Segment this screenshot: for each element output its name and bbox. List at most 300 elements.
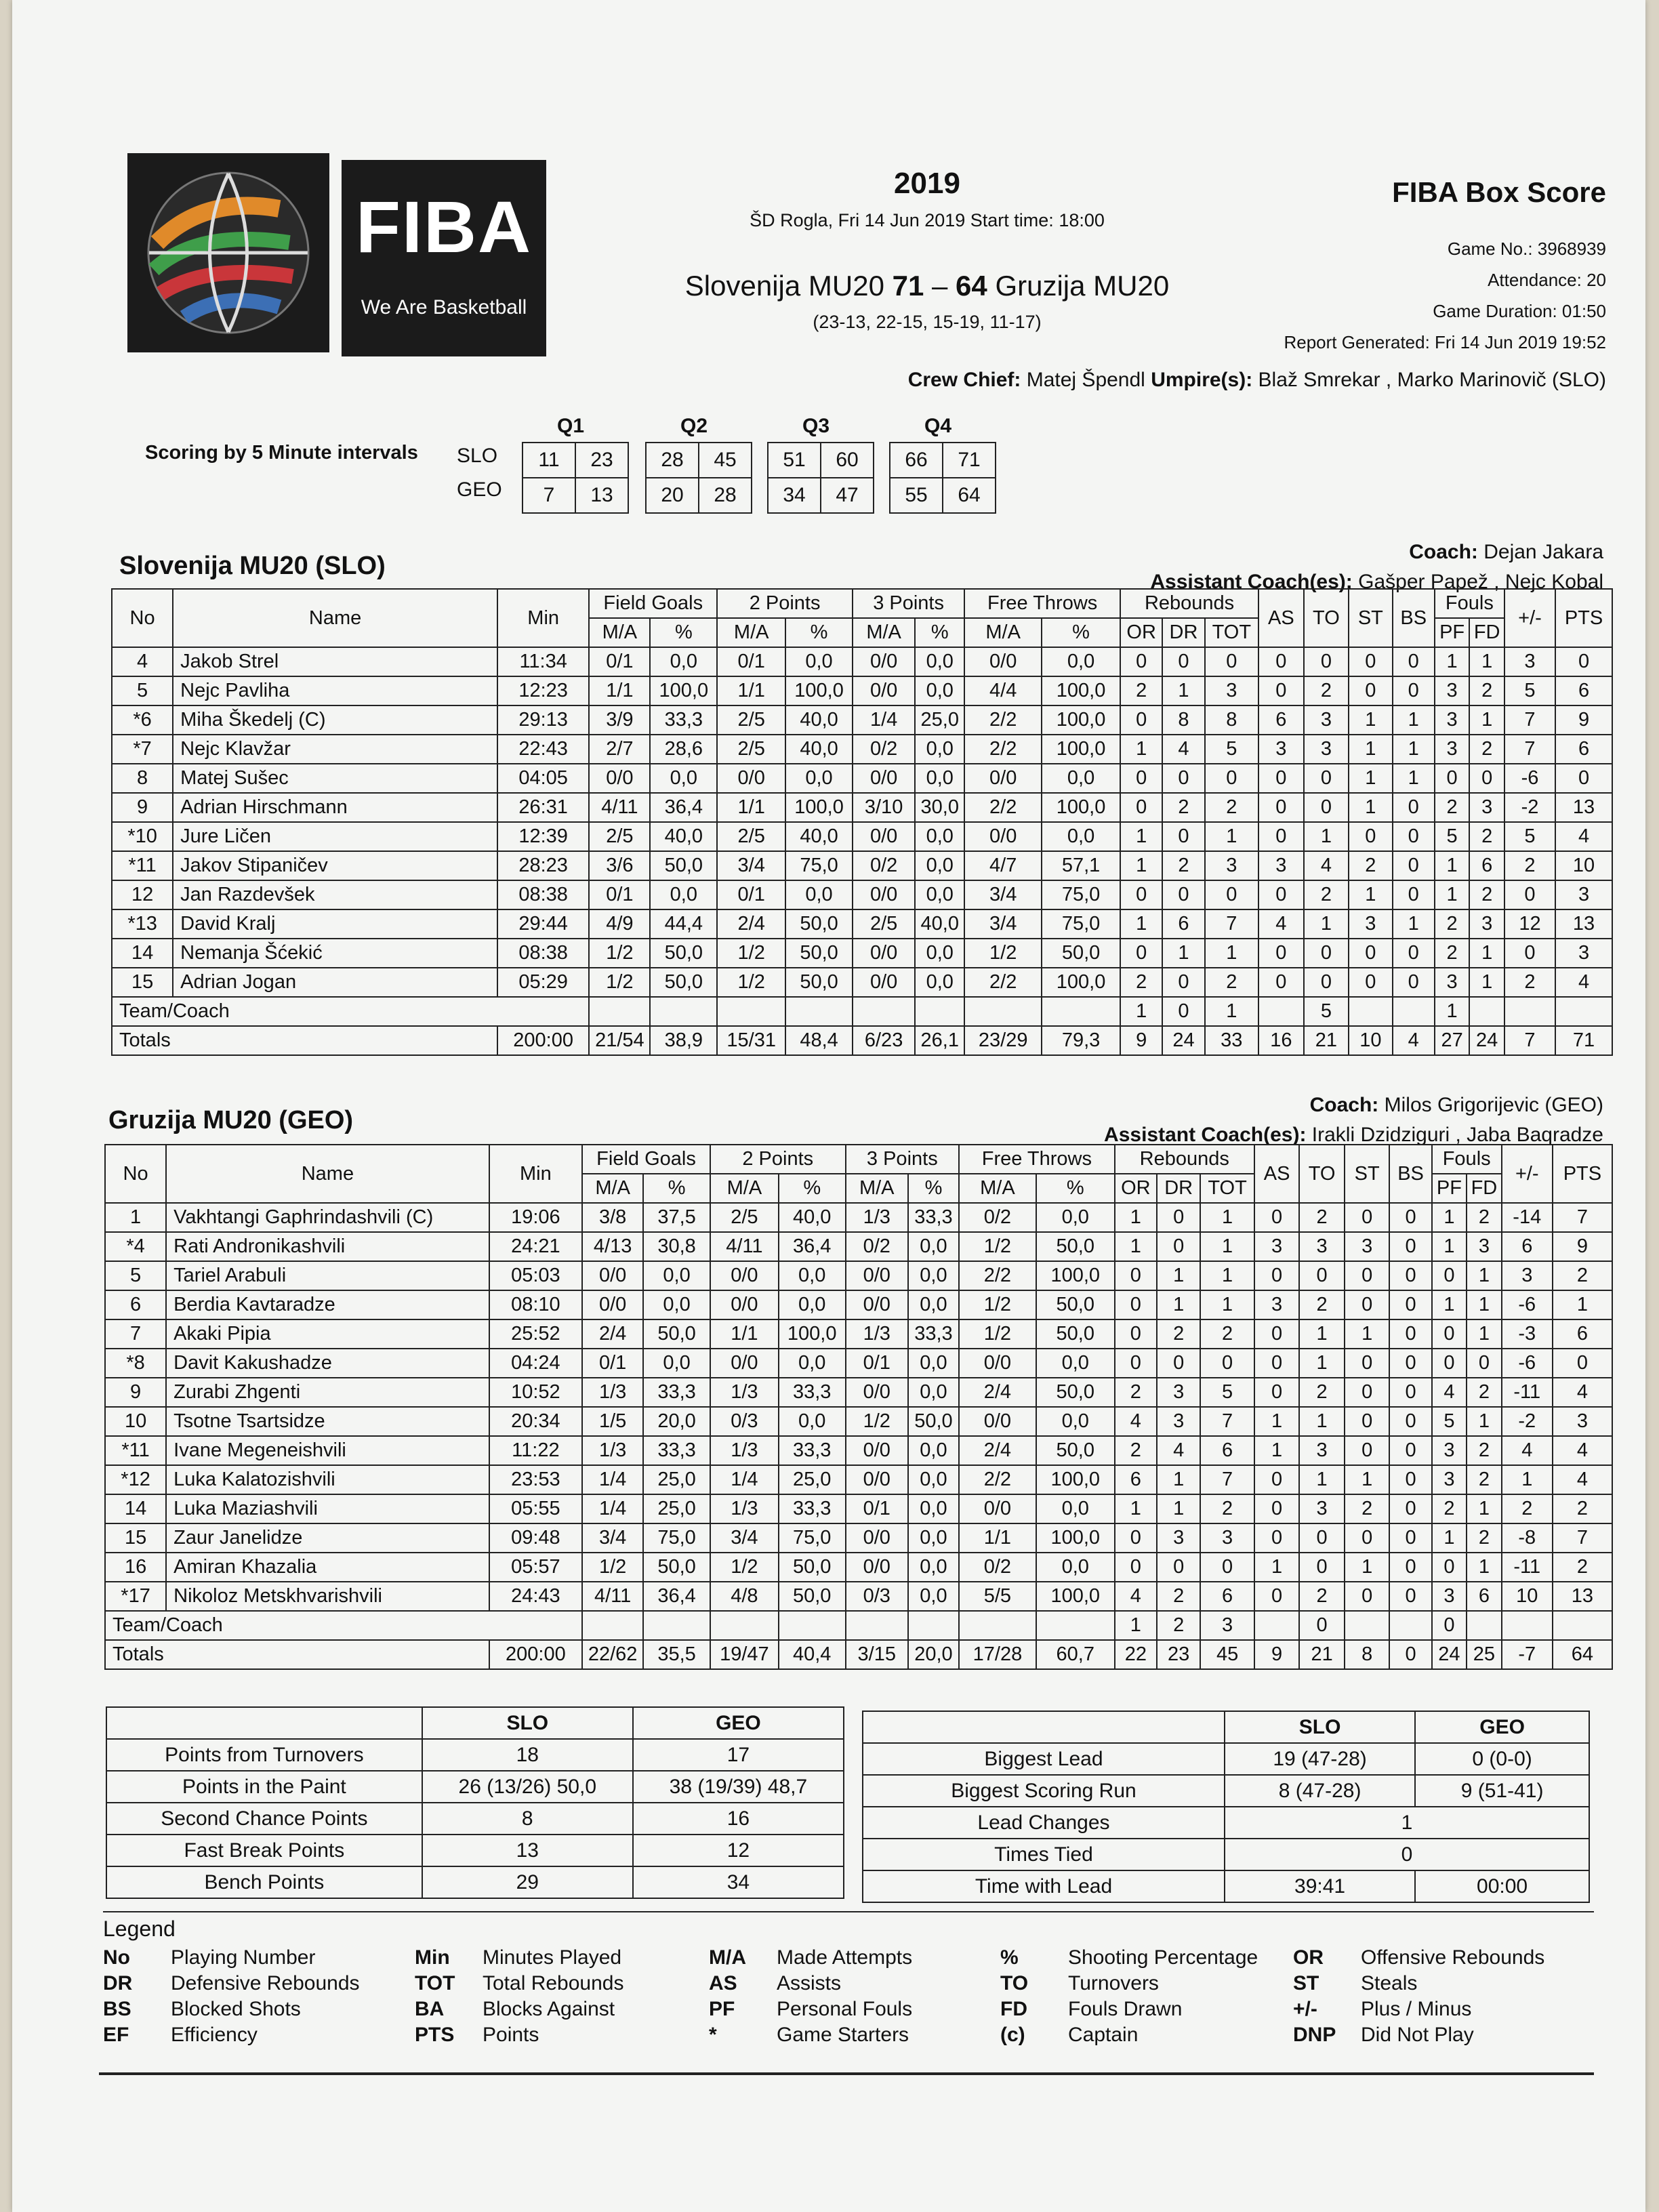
totals-label: Totals (112, 1026, 497, 1055)
geo-interval-score: 20 (646, 478, 699, 513)
stat-cell: 0 (1258, 793, 1304, 822)
stat-cell: 2 (1157, 1582, 1200, 1611)
player-row (105, 1349, 1612, 1378)
player-name: Akaki Pipia (166, 1319, 489, 1349)
stat-cell: 0/0 (846, 1378, 908, 1407)
stat-cell: 1/1 (959, 1523, 1036, 1553)
stat-cell: 0 (1504, 880, 1555, 909)
stat-cell: 36,4 (650, 793, 717, 822)
team-stat-cell (589, 997, 650, 1026)
team-stat-cell: 2 (1157, 1611, 1200, 1640)
legend-abbr: BA (415, 1998, 445, 2020)
stat-cell: 0 (1432, 1349, 1467, 1378)
stat-cell: 0,0 (908, 1523, 959, 1553)
player-number: *17 (105, 1582, 166, 1611)
stat-cell: 1 (1435, 880, 1470, 909)
quarter-box (645, 442, 752, 514)
stat-cell: 1 (1435, 851, 1470, 880)
stat-cell: 19:06 (489, 1203, 582, 1232)
legend-desc: Total Rebounds (483, 1972, 624, 1994)
stat-cell: 0,0 (779, 1349, 846, 1378)
col-header-assists: AS (1254, 1145, 1300, 1203)
totals-cell: 9 (1254, 1640, 1300, 1669)
stat-value: 8 (47-28) (1225, 1775, 1415, 1807)
stat-cell: 50,0 (779, 1582, 846, 1611)
stat-cell: 0 (1120, 880, 1162, 909)
legend-abbr: PTS (415, 2024, 455, 2046)
stat-cell: 6 (1115, 1465, 1157, 1494)
stat-cell: 50,0 (1036, 1232, 1115, 1261)
player-name: Davit Kakushadze (166, 1349, 489, 1378)
legend-desc: Did Not Play (1361, 2024, 1474, 2046)
stat-cell: 1 (1205, 822, 1258, 851)
team-stat-cell (643, 1611, 710, 1640)
player-name: Jure Ličen (173, 822, 497, 851)
legend-column (103, 1945, 360, 2048)
stat-cell: 0/0 (959, 1494, 1036, 1523)
stat-cell: 1 (1157, 1494, 1200, 1523)
officials-line (908, 369, 1606, 392)
stat-cell: 2/2 (964, 705, 1042, 735)
stat-cell: 0/2 (853, 851, 915, 880)
stat-cell: 0/2 (959, 1553, 1036, 1582)
stat-cell: 11:22 (489, 1436, 582, 1465)
totals-cell: -7 (1502, 1640, 1553, 1669)
stat-cell: 0 (1349, 647, 1392, 676)
stat-cell: 2 (1469, 735, 1504, 764)
stat-cell: 0 (1254, 1494, 1300, 1523)
stat-cell: 0/0 (589, 764, 650, 793)
stat-cell: 1 (1467, 1553, 1502, 1582)
stat-cell: 3 (1432, 1436, 1467, 1465)
stat-cell: 3 (1469, 909, 1504, 939)
stat-cell: 1 (1120, 822, 1162, 851)
totals-cell: 6/23 (853, 1026, 915, 1055)
player-number: 5 (105, 1261, 166, 1290)
stat-cell: 50,0 (650, 968, 717, 997)
col-header-fouls: Fouls (1435, 589, 1504, 618)
stat-cell: 2 (1120, 968, 1162, 997)
stat-cell: 1/1 (710, 1319, 779, 1349)
stat-cell: 100,0 (1036, 1465, 1115, 1494)
legend-abbr: DNP (1293, 2024, 1336, 2046)
team-stat-cell (710, 1611, 779, 1640)
stat-cell: 33,3 (643, 1436, 710, 1465)
stat-cell: 0,0 (650, 647, 717, 676)
stat-cell: 4 (1432, 1378, 1467, 1407)
stat-cell: 1 (1349, 793, 1392, 822)
legend-column (415, 1945, 623, 2048)
stat-cell: 6 (1200, 1436, 1254, 1465)
player-row (112, 880, 1612, 909)
stat-cell: 2 (1435, 909, 1470, 939)
stats-right-header (863, 1711, 1225, 1743)
stat-cell: 0 (1205, 647, 1258, 676)
stat-cell: 36,4 (779, 1232, 846, 1261)
stat-cell: 2 (1469, 822, 1504, 851)
col-subheader-fouls-drawn: FD (1467, 1174, 1502, 1203)
stat-cell: 3 (1258, 735, 1304, 764)
legend (103, 1945, 1594, 2053)
totals-cell: 45 (1200, 1640, 1254, 1669)
player-number: 14 (112, 939, 173, 968)
stat-cell: 1/2 (959, 1290, 1036, 1319)
stat-cell: 6 (1467, 1582, 1502, 1611)
stat-cell: 0 (1435, 764, 1470, 793)
stat-cell: 0 (1345, 1378, 1390, 1407)
stat-value: 29 (422, 1866, 633, 1898)
stat-cell: -2 (1502, 1407, 1553, 1436)
player-name: Adrian Hirschmann (173, 793, 497, 822)
stat-cell: 1 (1200, 1261, 1254, 1290)
legend-desc: Minutes Played (483, 1946, 622, 1969)
legend-abbr: Min (415, 1946, 450, 1969)
quarter-label: Q4 (924, 415, 952, 437)
totals-label: Totals (105, 1640, 489, 1669)
totals-cell: 19/47 (710, 1640, 779, 1669)
stat-cell: 0 (1553, 1349, 1612, 1378)
stat-cell: 0 (1254, 1203, 1300, 1232)
legend-desc: Blocked Shots (171, 1998, 301, 2020)
stat-cell: 0,0 (1036, 1203, 1115, 1232)
stat-cell: 1 (1393, 735, 1435, 764)
col-subheader-fouls-drawn: FD (1469, 618, 1504, 647)
stat-cell: 0 (1115, 1553, 1157, 1582)
stat-cell: 75,0 (1042, 909, 1120, 939)
stat-cell: 0 (1345, 1523, 1390, 1553)
stat-cell: 3 (1254, 1290, 1300, 1319)
stat-cell: 3 (1553, 1407, 1612, 1436)
stat-cell: 0/0 (959, 1349, 1036, 1378)
stat-cell: 0 (1120, 647, 1162, 676)
stat-cell: 0 (1349, 676, 1392, 705)
stat-cell: 0,0 (915, 851, 964, 880)
stat-cell: 25:52 (489, 1319, 582, 1349)
stat-cell: 0/1 (846, 1349, 908, 1378)
player-number: *12 (105, 1465, 166, 1494)
stats-right-row (863, 1775, 1589, 1807)
totals-cell: 60,7 (1036, 1640, 1115, 1669)
fiba-wordmark (342, 160, 546, 356)
player-row (112, 793, 1612, 822)
stat-cell: 50,0 (1036, 1290, 1115, 1319)
home-score: 71 (892, 270, 924, 302)
stat-cell: 0,0 (908, 1436, 959, 1465)
stat-cell: 3 (1200, 1523, 1254, 1553)
stat-cell: 0 (1157, 1349, 1200, 1378)
stat-cell: 08:10 (489, 1290, 582, 1319)
stat-cell: 1 (1120, 735, 1162, 764)
stat-cell: 0 (1393, 880, 1435, 909)
stat-cell: 0,0 (1036, 1494, 1115, 1523)
stat-cell: 0 (1393, 676, 1435, 705)
stat-cell: 50,0 (1036, 1436, 1115, 1465)
stat-cell: 0 (1258, 822, 1304, 851)
stat-cell: 28,6 (650, 735, 717, 764)
stat-cell: 2/4 (959, 1436, 1036, 1465)
geo-asst-label: Assistant Coach(es): (1104, 1124, 1307, 1146)
stat-cell: 0 (1120, 764, 1162, 793)
slo-interval-score: 11 (523, 443, 575, 478)
player-name: Jakob Strel (173, 647, 497, 676)
stat-cell: 7 (1504, 705, 1555, 735)
stats-left-header: GEO (633, 1707, 844, 1739)
stat-cell: 2 (1553, 1553, 1612, 1582)
player-row (112, 735, 1612, 764)
stat-cell: 44,4 (650, 909, 717, 939)
stat-cell: 0/1 (589, 880, 650, 909)
legend-abbr: DR (103, 1972, 133, 1994)
stat-cell: 50,0 (908, 1407, 959, 1436)
stat-cell: 3 (1157, 1407, 1200, 1436)
col-header-2-points: 2 Points (717, 589, 853, 618)
stat-cell: 1 (1469, 647, 1504, 676)
stat-cell: 25,0 (643, 1465, 710, 1494)
legend-item (1293, 1971, 1544, 1996)
stat-cell: 3 (1299, 1232, 1345, 1261)
stat-cell: 0 (1389, 1203, 1431, 1232)
legend-desc: Turnovers (1068, 1972, 1159, 1994)
stat-cell: 2/5 (710, 1203, 779, 1232)
stat-cell: 24:21 (489, 1232, 582, 1261)
legend-item (709, 1996, 912, 2022)
legend-item (103, 1971, 360, 1996)
stat-cell: 3 (1157, 1523, 1200, 1553)
stat-cell: 0/0 (853, 676, 915, 705)
stat-value: 12 (633, 1835, 844, 1866)
stat-label: Biggest Scoring Run (863, 1775, 1225, 1807)
stat-cell: 0,0 (650, 880, 717, 909)
team-stat-cell (853, 997, 915, 1026)
stat-cell: 0,0 (779, 1261, 846, 1290)
geo-assistant-coaches (1104, 1124, 1603, 1147)
stat-cell: 0/0 (582, 1290, 643, 1319)
stat-cell: 6 (1502, 1232, 1553, 1261)
stat-cell: 20,0 (643, 1407, 710, 1436)
stat-value: 39:41 (1225, 1870, 1415, 1902)
umpires-label: Umpire(s): (1151, 369, 1253, 391)
col-subheader-offensive-rebounds: OR (1120, 618, 1162, 647)
legend-abbr: ST (1293, 1972, 1319, 1994)
stat-cell: 08:38 (497, 939, 589, 968)
stat-cell: 2 (1299, 1290, 1345, 1319)
stats-left-header (106, 1707, 422, 1739)
stat-cell: 1/2 (717, 968, 785, 997)
stat-cell: 13 (1555, 793, 1612, 822)
legend-item (103, 2022, 360, 2048)
col-header-no: No (105, 1145, 166, 1203)
stat-cell: 2 (1553, 1261, 1612, 1290)
stat-cell: 0,0 (1042, 822, 1120, 851)
stat-cell: 1/2 (959, 1319, 1036, 1349)
player-row (105, 1436, 1612, 1465)
fiba-tagline: We Are Basketball (361, 296, 527, 319)
slo-interval-score: 23 (575, 443, 628, 478)
stat-cell: 2 (1115, 1378, 1157, 1407)
stat-cell: 0 (1258, 676, 1304, 705)
crew-chief: Matej Špendl (1026, 369, 1145, 391)
legend-desc: Blocks Against (483, 1998, 615, 2020)
stat-cell: 3 (1157, 1378, 1200, 1407)
totals-cell: 33 (1205, 1026, 1258, 1055)
stat-label: Biggest Lead (863, 1743, 1225, 1775)
stat-cell: 4 (1304, 851, 1349, 880)
team-coach-label: Team/Coach (112, 997, 589, 1026)
stat-cell: 3 (1205, 851, 1258, 880)
stat-cell: 3 (1254, 1232, 1300, 1261)
col-header-points: PTS (1555, 589, 1612, 647)
stat-cell: 8 (1205, 705, 1258, 735)
stat-cell: 1/2 (717, 939, 785, 968)
stat-cell: 1/3 (710, 1436, 779, 1465)
stat-cell: 40,0 (779, 1203, 846, 1232)
stat-cell: 0/0 (710, 1261, 779, 1290)
stat-cell: 0/3 (710, 1407, 779, 1436)
totals-cell: 3/15 (846, 1640, 908, 1669)
stat-cell: 0 (1389, 1436, 1431, 1465)
totals-cell: 20,0 (908, 1640, 959, 1669)
stat-cell: 0/1 (717, 880, 785, 909)
fiba-ball-logo (127, 153, 329, 352)
stat-cell: 75,0 (643, 1523, 710, 1553)
stat-cell: 0 (1389, 1319, 1431, 1349)
stat-cell: 0/0 (853, 939, 915, 968)
totals-cell: 23/29 (964, 1026, 1042, 1055)
stat-cell: 10 (1502, 1582, 1553, 1611)
geo-interval-score: 13 (575, 478, 628, 513)
team-stat-cell (1469, 997, 1504, 1026)
stat-cell: 1 (1469, 939, 1504, 968)
totals-cell: 10 (1349, 1026, 1392, 1055)
player-name: Nemanja Šćekić (173, 939, 497, 968)
stat-cell: 0 (1349, 968, 1392, 997)
stat-cell: 0 (1258, 647, 1304, 676)
legend-desc: Points (483, 2024, 539, 2046)
stat-cell: 1 (1432, 1232, 1467, 1261)
stat-cell: 1 (1349, 735, 1392, 764)
col-subheader-total-rebounds: TOT (1200, 1174, 1254, 1203)
col-subheader-total-rebounds: TOT (1205, 618, 1258, 647)
stat-value: 38 (19/39) 48,7 (633, 1771, 844, 1803)
team-stat-cell (582, 1611, 643, 1640)
stat-cell: 0 (1115, 1290, 1157, 1319)
stat-cell: 2 (1304, 676, 1349, 705)
stat-cell: 09:48 (489, 1523, 582, 1553)
stat-cell: 0,0 (908, 1582, 959, 1611)
col-subheader-personal-fouls: PF (1432, 1174, 1467, 1203)
player-number: *10 (112, 822, 173, 851)
stat-cell: 0/0 (846, 1465, 908, 1494)
stat-cell: 6 (1555, 676, 1612, 705)
stat-cell: 1 (1115, 1232, 1157, 1261)
player-number: 8 (112, 764, 173, 793)
stat-cell: 2/2 (964, 968, 1042, 997)
stat-cell: 100,0 (785, 793, 853, 822)
stat-cell: 0 (1258, 968, 1304, 997)
stat-cell: 1 (1349, 880, 1392, 909)
stat-cell: 50,0 (650, 939, 717, 968)
slo-interval-score: 51 (768, 443, 821, 478)
stat-cell: 1/2 (710, 1553, 779, 1582)
stat-cell: 0,0 (643, 1261, 710, 1290)
player-row (105, 1290, 1612, 1319)
stat-cell: 1 (1200, 1232, 1254, 1261)
stat-cell: 0 (1432, 1553, 1467, 1582)
col-header-name: Name (173, 589, 497, 647)
stat-cell: 0 (1345, 1203, 1390, 1232)
legend-abbr: M/A (709, 1946, 746, 1969)
player-number: 15 (105, 1523, 166, 1553)
stat-value: 0 (0-0) (1415, 1743, 1589, 1775)
team-stat-cell (915, 997, 964, 1026)
stat-cell: 3/9 (589, 705, 650, 735)
stat-value: 8 (422, 1803, 633, 1835)
stat-cell: 36,4 (643, 1582, 710, 1611)
stat-cell: 2/5 (589, 822, 650, 851)
team-stat-cell (717, 997, 785, 1026)
stat-cell: 1/3 (582, 1436, 643, 1465)
totals-cell: 22/62 (582, 1640, 643, 1669)
stat-cell: 0,0 (915, 880, 964, 909)
stat-cell: 0 (1200, 1553, 1254, 1582)
stat-cell: 75,0 (1042, 880, 1120, 909)
stat-cell: 100,0 (1036, 1523, 1115, 1553)
geo-interval-score: 7 (523, 478, 575, 513)
stat-cell: 100,0 (1042, 968, 1120, 997)
stat-cell: 0,0 (915, 822, 964, 851)
player-row (112, 822, 1612, 851)
stat-cell: 1 (1115, 1203, 1157, 1232)
slo-coach (1409, 541, 1603, 564)
legend-desc: Shooting Percentage (1068, 1946, 1258, 1969)
col-subheader-percent: % (1036, 1174, 1115, 1203)
player-number: 12 (112, 880, 173, 909)
stat-cell: 0,0 (915, 939, 964, 968)
stat-cell: 0 (1162, 880, 1204, 909)
stat-cell: 2 (1162, 851, 1204, 880)
totals-cell: 7 (1504, 1026, 1555, 1055)
stat-cell: 30,0 (915, 793, 964, 822)
legend-item (1000, 1971, 1258, 1996)
stat-cell: 6 (1200, 1582, 1254, 1611)
col-header-turnovers: TO (1299, 1145, 1345, 1203)
stat-cell: 0,0 (1036, 1349, 1115, 1378)
stat-cell: 0 (1393, 968, 1435, 997)
col-header-assists: AS (1258, 589, 1304, 647)
stat-cell: 1/1 (717, 676, 785, 705)
stat-cell: 2/4 (959, 1378, 1036, 1407)
stat-cell: 7 (1200, 1465, 1254, 1494)
player-name: Matej Sušec (173, 764, 497, 793)
stat-cell: 0 (1254, 1261, 1300, 1290)
col-header-min: Min (497, 589, 589, 647)
stat-cell: 0 (1299, 1553, 1345, 1582)
stat-cell: 0,0 (779, 1290, 846, 1319)
stat-cell: 0/0 (717, 764, 785, 793)
stat-value: 26 (13/26) 50,0 (422, 1771, 633, 1803)
stat-cell: 0/0 (846, 1261, 908, 1290)
stat-cell: 23:53 (489, 1465, 582, 1494)
stat-cell: 1/4 (582, 1494, 643, 1523)
geo-coach (1310, 1094, 1603, 1117)
player-row (105, 1553, 1612, 1582)
legend-item (709, 2022, 912, 2048)
stat-cell: 3 (1435, 735, 1470, 764)
slo-asst-label: Assistant Coach(es): (1150, 571, 1353, 593)
stat-cell: 4/11 (582, 1582, 643, 1611)
team-stat-cell (650, 997, 717, 1026)
stat-cell: 50,0 (1042, 939, 1120, 968)
